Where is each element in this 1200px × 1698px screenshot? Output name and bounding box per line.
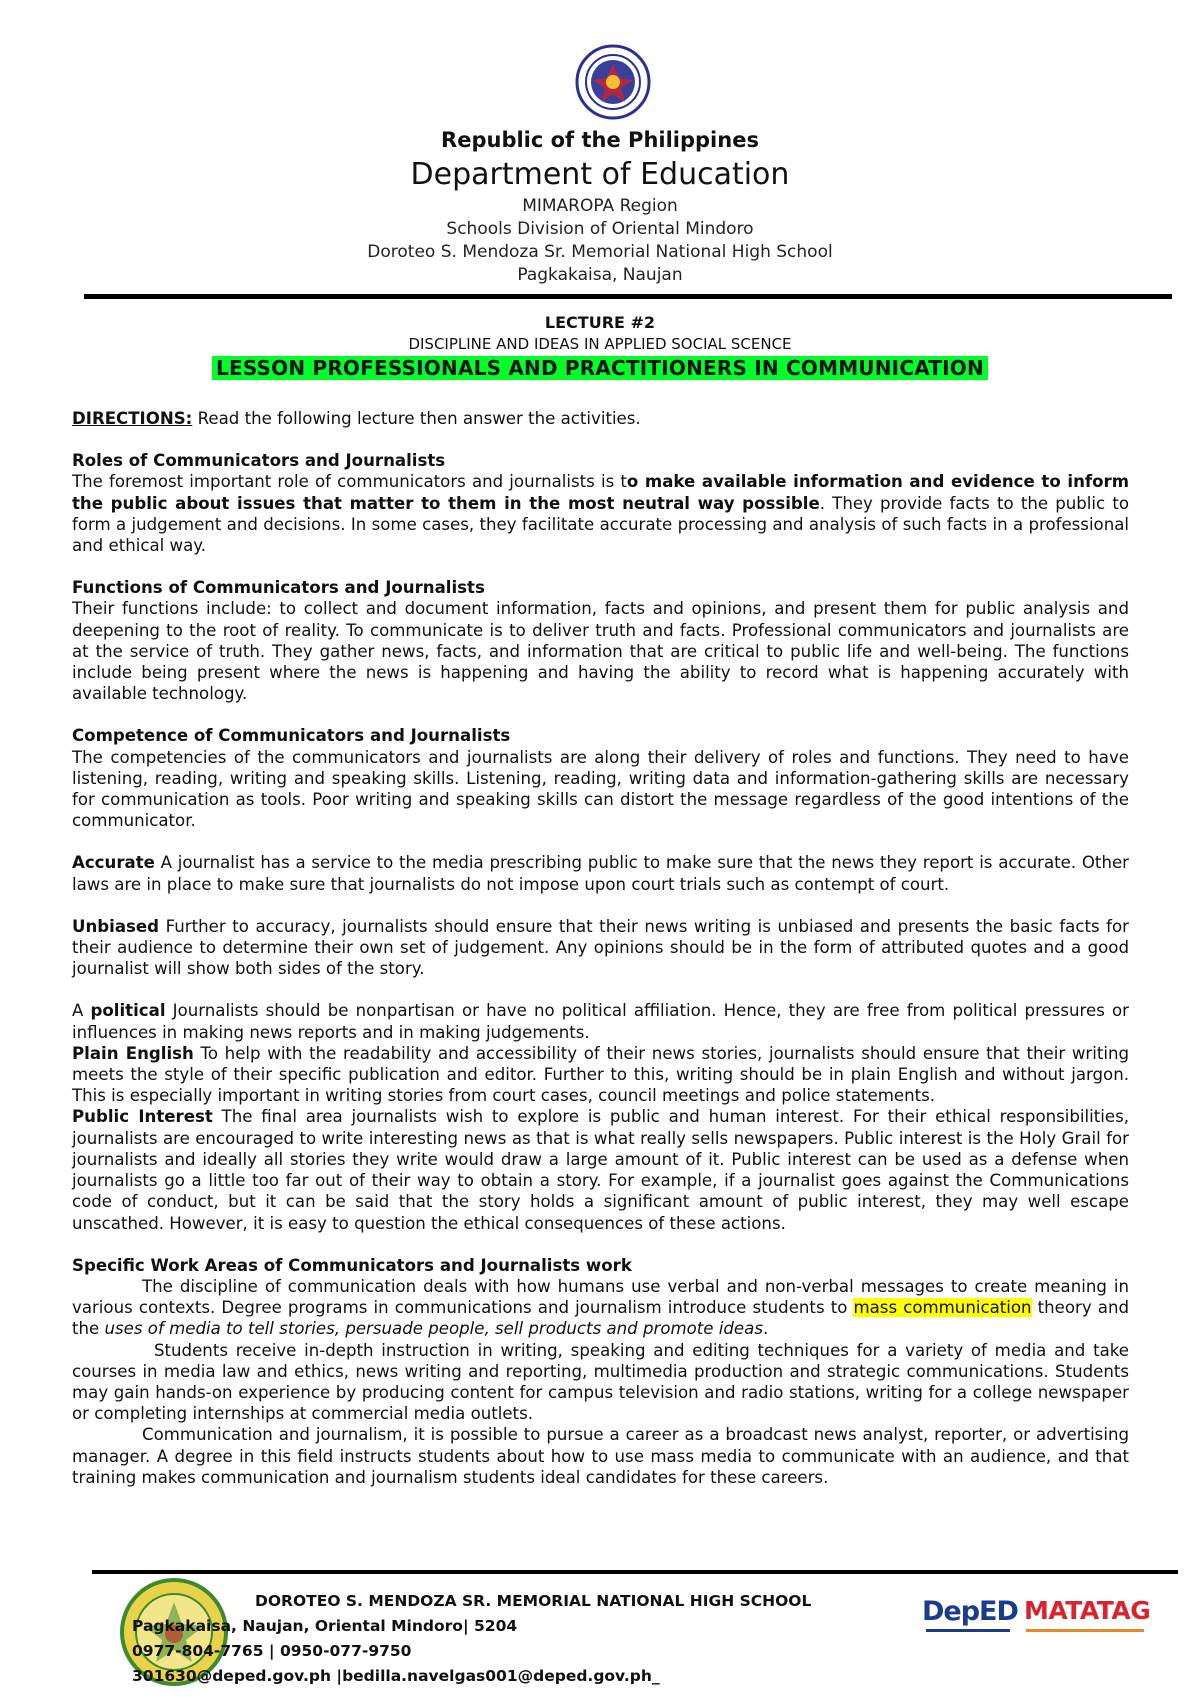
footer-contact <box>132 1589 811 1689</box>
accurate-text: A journalist has a service to the media prescribing public to make sure that the news they report is accurate. Other laws are in place to make sure that journalists do not impose upon court trials such as contempt of court. <box>72 853 1129 894</box>
work-areas-p1-a: The discipline of communication deals with how humans use verbal and non-verbal messages to create meaning in various contexts. Degree programs in communications and journalism introduce students to <box>72 1276 1129 1318</box>
unbiased-term: Unbiased <box>72 916 160 936</box>
political-term: political <box>90 1001 166 1021</box>
accurate-paragraph <box>72 852 1129 894</box>
department-heading: Department of Education <box>410 157 790 192</box>
work-areas-heading: Specific Work Areas of Communicators and Journalists work <box>72 1255 632 1275</box>
lecture-number: LECTURE #2 <box>544 313 656 332</box>
footer-divider <box>92 1570 1178 1574</box>
division-line: Schools Division of Oriental Mindoro <box>446 219 754 239</box>
unbiased-text: Further to accuracy, journalists should ensure that their news writing is unbiased and presents the basic facts for their audience to determine their own set of judgement. Any opinions should be in the form of attributed quotes and a good journalist will show both sides of the story. <box>72 916 1129 979</box>
footer-address: Pagkakaisa, Naujan, Oriental Mindoro| 5204 <box>132 1617 518 1635</box>
plain-english-term: Plain English <box>72 1043 194 1063</box>
public-interest-paragraph <box>72 1106 1129 1233</box>
footer-emails: 301630@deped.gov.ph |bedilla.navelgas001@deped.gov.ph_ <box>132 1667 660 1685</box>
directions-label: DIRECTIONS: <box>72 409 193 428</box>
political-prefix: A <box>72 1001 91 1021</box>
matatag-logo <box>1024 1596 1149 1640</box>
unbiased-paragraph <box>72 916 1129 980</box>
deped-logo-text: DepED <box>922 1596 1018 1627</box>
matatag-logo-text: MATATAG <box>1024 1596 1151 1625</box>
competence-heading: Competence of Communicators and Journalists <box>72 726 511 746</box>
functions-heading: Functions of Communicators and Journalists <box>72 578 485 598</box>
work-areas-p1-italic: uses of media to tell stories, persuade people, sell products and promote ideas <box>104 1319 763 1339</box>
lesson-title <box>0 356 1200 380</box>
footer-school-name: DOROTEO S. MENDOZA SR. MEMORIAL NATIONAL HIGH SCHOOL <box>255 1592 812 1610</box>
political-paragraph <box>72 1000 1129 1042</box>
region-line: MIMAROPA Region <box>522 196 678 216</box>
public-interest-text: The final area journalists wish to explore is public and human interest. For their ethical responsibilities, journalists are encouraged to write interesting news as that is what really sells newspapers. Public interest is the Holy Grail for journalists and ideally all stories they write would draw a large amount of it. Public interest can be used as a defense when journalists go a little too far out of their way to obtain a story. For example, if a journalist goes against the Communications code of conduct, but it can be said that the story holds a significant amount of public interest, they may well escape unscathed. However, it is easy to question the ethical consequences of these actions. <box>72 1107 1129 1233</box>
roles-text-a: The foremost important role of communicators and journalists is t <box>72 472 627 492</box>
political-text: Journalists should be nonpartisan or have no political affiliation. Hence, they are free from political pressures or influences in making news reports and in making judgements. <box>72 1001 1129 1042</box>
directions-text: Read the following lecture then answer the activities. <box>192 409 641 428</box>
plain-english-text: To help with the readability and accessibility of their news stories, journalists should ensure that their writing meets the style of their specific publication and editor. Further to this, writing should be in plain English and without jargon. This is especially important in writing stories from court cases, council meetings and police statements. <box>72 1043 1130 1106</box>
roles-text-bold: o make available information and evidence to inform the public about issues that matter to them in the most neutral way possible <box>72 472 1129 513</box>
republic-heading: Republic of the Philippines <box>441 128 759 152</box>
work-areas-paragraph-2: Students receive in-depth instruction in writing, speaking and editing techniques for a variety of media and take courses in media law and ethics, news writing and reporting, multimedia production and strategic communications. Students may gain hands-on experience by producing content for campus television and radio stations, writing for a college newspaper or completing internships at commercial media outlets. <box>72 1340 1129 1424</box>
work-areas-p1-b: theory and the <box>72 1298 1129 1339</box>
header-divider <box>84 294 1172 299</box>
accurate-term: Accurate <box>72 853 155 873</box>
public-interest-term: Public Interest <box>72 1107 213 1127</box>
highlighted-term: mass communication <box>853 1298 1032 1318</box>
work-areas-paragraph-1 <box>72 1276 1129 1340</box>
footer-phones: 0977-804-7765 | 0950-077-9750 <box>132 1642 412 1660</box>
work-areas-paragraph-3: Communication and journalism, it is possible to pursue a career as a broadcast news analyst, reporter, or advertising manager. A degree in this field instructs students about how to use mass media to communicate with an audience, and that training makes communication and journalism students ideal candidates for these careers. <box>72 1425 1129 1487</box>
competence-paragraph: The competencies of the communicators and journalists are along their delivery of roles and functions. They need to have listening, reading, writing and speaking skills. Listening, reading, writing data and information-gathering skills are necessary for communication as tools. Poor writing and speaking skills can distort the message regardless of the good intentions of the communicator. <box>72 747 1129 831</box>
lesson-title-text: LESSON PROFESSIONALS AND PRACTITIONERS IN COMMUNICATION <box>212 356 988 380</box>
roles-heading: Roles of Communicators and Journalists <box>72 451 446 471</box>
location-line: Pagkakaisa, Naujan <box>517 265 683 285</box>
discipline-line: DISCIPLINE AND IDEAS IN APPLIED SOCIAL SCENCE <box>408 335 792 353</box>
roles-text-c: . They provide facts to the public to form a judgement and decisions. In some cases, they facilitate accurate processing and analysis of such facts in a professional and ethical way. <box>72 493 1129 556</box>
plain-english-paragraph <box>72 1043 1129 1107</box>
directions <box>72 408 1129 429</box>
deped-seal-icon <box>575 44 651 120</box>
lecture-content <box>72 408 1129 1488</box>
roles-paragraph <box>72 471 1129 556</box>
school-line: Doroteo S. Mendoza Sr. Memorial National High School <box>367 242 833 262</box>
deped-logo <box>922 1596 1018 1640</box>
functions-paragraph: Their functions include: to collect and document information, facts and opinions, and present them for public analysis and deepening to the root of reality. To communicate is to deliver truth and facts. Professional communicators and journalists are at the service of truth. They gather news, facts, and information that are critical to public life and well-being. The functions include being present where the news is happening and having the ability to record what is happening accurately with available technology. <box>72 599 1129 704</box>
work-areas-p1-c: . <box>762 1319 769 1339</box>
